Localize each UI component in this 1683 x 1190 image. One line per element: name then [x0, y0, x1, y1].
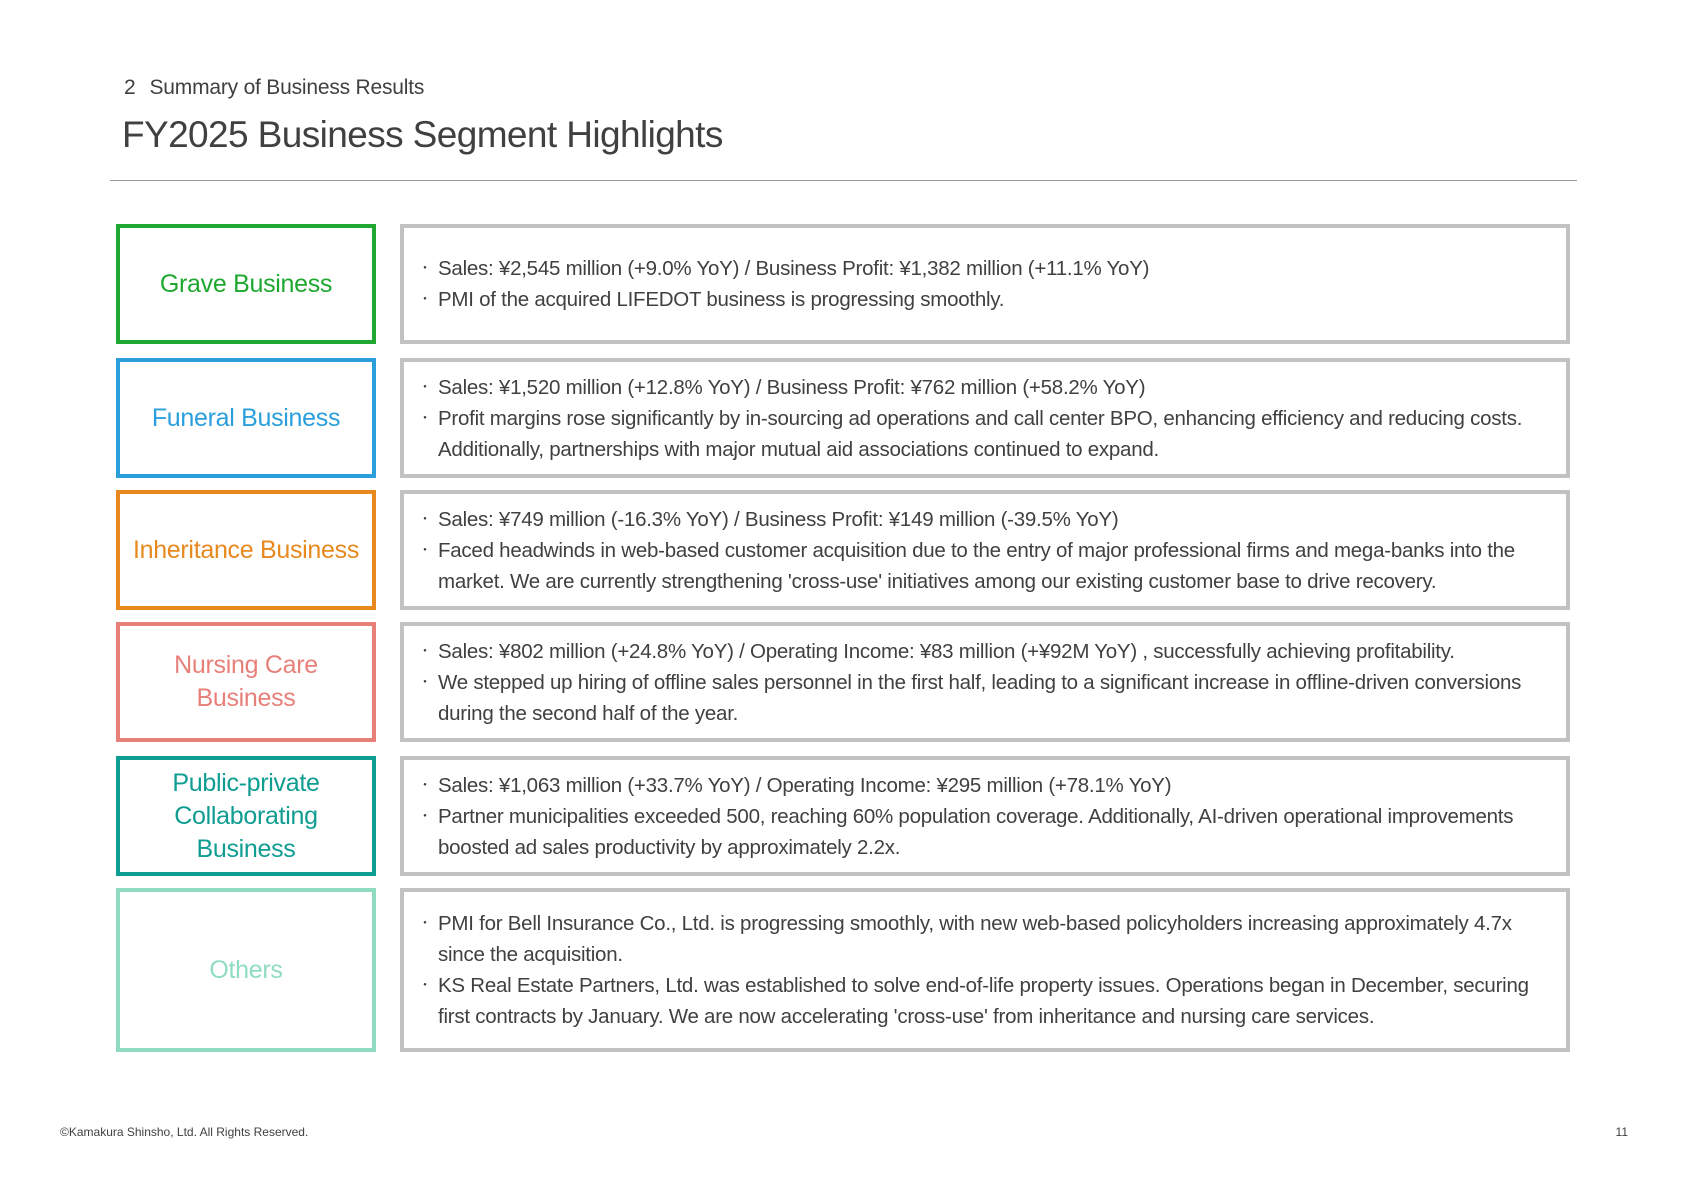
bullet-dot-icon: ・	[418, 260, 432, 276]
segment-name-line: Grave Business	[159, 269, 333, 298]
bullet-text: Sales: ¥802 million (+24.8% YoY) / Operating Income: ¥83 million (+¥92M YoY) , successfully achieving profitability.	[438, 639, 1455, 663]
segment-name-line: Collaborating	[174, 801, 318, 830]
bullet-list	[418, 908, 1548, 1032]
segment-name	[209, 954, 282, 987]
bullet-dot-icon: ・	[418, 673, 432, 690]
bullet-text: Sales: ¥749 million (-16.3% YoY) / Business Profit: ¥149 million (-39.5% YoY)	[438, 507, 1119, 531]
page-title: FY2025 Business Segment Highlights	[122, 114, 723, 155]
bullet-dot-icon: ・	[418, 291, 432, 307]
segment-name-line: Public-private	[172, 768, 320, 797]
segment-label-box	[116, 224, 376, 344]
segment-label-box	[116, 756, 376, 876]
segment-row-funeral	[116, 358, 1571, 478]
bullet-text: Faced headwinds in web-based customer acquisition due to the entry of major professional firms and mega-banks into the market. We are currently strengthening 'cross-use' initiatives among our existing customer base to drive recovery.	[438, 538, 1515, 593]
bullet-text: KS Real Estate Partners, Ltd. was established to solve end-of-life property issues. Operations began in December, securing first contracts by January. We are now accelerating 'cross-use' from inheritance and nursing care services.	[438, 974, 1529, 1028]
bullet-text: Sales: ¥1,520 million (+12.8% YoY) / Business Profit: ¥762 million (+58.2% YoY)	[438, 375, 1146, 399]
bullet-item	[418, 667, 1548, 729]
bullet-item	[418, 284, 1548, 315]
bullet-list	[418, 770, 1548, 863]
segment-name	[152, 402, 340, 435]
bullet-text: Partner municipalities exceeded 500, reaching 60% population coverage. Additionally, AI-driven operational improvements boosted ad sales productivity by approximately 2.2x.	[438, 804, 1514, 859]
bullet-item	[418, 535, 1548, 597]
segment-row-others	[116, 888, 1571, 1052]
bullet-item	[418, 253, 1548, 284]
bullet-list	[418, 636, 1548, 729]
segment-name	[133, 534, 359, 567]
segment-name-line: Business	[196, 834, 296, 863]
segment-name-line: Inheritance Business	[132, 535, 360, 564]
segment-name	[160, 268, 332, 301]
segment-name-line: Funeral Business	[151, 403, 341, 432]
bullet-list	[418, 253, 1548, 315]
segment-row-public-private	[116, 756, 1571, 876]
segment-description-box	[400, 358, 1570, 478]
segment-name-line: Business	[196, 684, 296, 712]
bullet-text: We stepped up hiring of offline sales personnel in the first half, leading to a significant increase in offline-driven conversions during the second half of the year.	[438, 670, 1522, 725]
bullet-dot-icon: ・	[418, 409, 432, 426]
bullet-text: Sales: ¥2,545 million (+9.0% YoY) / Business Profit: ¥1,382 million (+11.1% YoY)	[438, 257, 1150, 280]
segment-label-box	[116, 358, 376, 478]
bullet-text: PMI of the acquired LIFEDOT business is progressing smoothly.	[438, 288, 1005, 311]
bullet-item	[418, 372, 1548, 403]
segment-row-grave	[116, 224, 1571, 344]
segment-name-line: Nursing Care	[174, 651, 318, 679]
bullet-dot-icon: ・	[418, 642, 432, 659]
copyright-notice: ©Kamakura Shinsho, Ltd. All Rights Reserved.	[60, 1125, 309, 1139]
segment-description-box	[400, 888, 1570, 1052]
bullet-item	[418, 908, 1548, 970]
bullet-dot-icon: ・	[418, 510, 432, 527]
segment-row-inheritance	[116, 490, 1571, 610]
segment-name	[172, 767, 319, 866]
bullet-text: Sales: ¥1,063 million (+33.7% YoY) / Operating Income: ¥295 million (+78.1% YoY)	[438, 773, 1172, 797]
section-number: 2	[124, 76, 136, 99]
bullet-dot-icon: ・	[418, 378, 432, 395]
segment-label-box	[116, 490, 376, 610]
bullet-item	[418, 970, 1548, 1032]
bullet-list	[418, 372, 1548, 465]
bullet-item	[418, 770, 1548, 801]
bullet-dot-icon: ・	[418, 807, 432, 824]
segment-description-box	[400, 756, 1570, 876]
bullet-item	[418, 504, 1548, 535]
title-divider	[110, 180, 1577, 181]
segment-label-box	[116, 622, 376, 742]
segment-description-box	[400, 622, 1570, 742]
bullet-dot-icon: ・	[418, 541, 432, 558]
segment-description-box	[400, 224, 1570, 344]
segment-description-box	[400, 490, 1570, 610]
segment-row-nursing-care	[116, 622, 1571, 742]
bullet-text: PMI for Bell Insurance Co., Ltd. is progressing smoothly, with new web-based policyholders increasing approximately 4.7x since the acquisition.	[438, 912, 1512, 966]
bullet-dot-icon: ・	[418, 915, 432, 931]
bullet-text: Profit margins rose significantly by in-sourcing ad operations and call center BPO, enhancing efficiency and reducing costs. Additionally, partnerships with major mutual aid associations continued to expand.	[438, 406, 1523, 461]
section-label	[124, 76, 424, 100]
bullet-item	[418, 801, 1548, 863]
bullet-item	[418, 403, 1548, 465]
segment-name	[174, 649, 318, 715]
segment-name-line: Others	[209, 955, 283, 984]
bullet-item	[418, 636, 1548, 667]
bullet-list	[418, 504, 1548, 597]
segment-label-box	[116, 888, 376, 1052]
section-name: Summary of Business Results	[149, 76, 425, 99]
bullet-dot-icon: ・	[418, 776, 432, 793]
bullet-dot-icon: ・	[418, 977, 432, 993]
page-number: 11	[1615, 1125, 1628, 1139]
